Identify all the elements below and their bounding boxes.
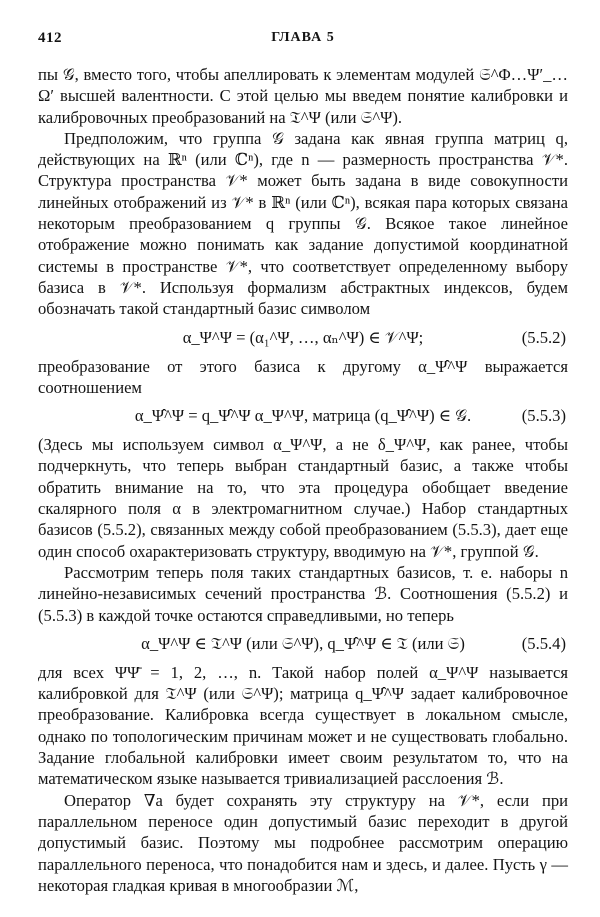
equation-number: (5.5.3) <box>521 406 566 426</box>
paragraph-4: (Здесь мы используем символ α_Ψ^Ψ, а не δ_Ψ^Ψ, как ранее, чтобы подчеркнуть, что теперь выбран стандартный базис, а также чтобы обратить внимание на то, что эта процедура обобщает введение скалярного поля α в электромагнитном случае.) Набор стандартных базисов (5.5.2), связанных между собой преобразованием (5.5.3), дает еще один способ охарактеризовать структуру, вводимую на 𝒱*, группой 𝒢. <box>38 435 568 561</box>
equation-5-5-3 <box>38 404 568 427</box>
equation-number: (5.5.4) <box>521 633 566 653</box>
paragraph-5: Рассмотрим теперь поля таких стандартных базисов, т. е. наборы n линейно-независимых сечений пространства ℬ. Соотношения (5.5.2) и (5.5.3) в каждой точке остаются справедливыми, но теперь <box>38 562 568 625</box>
equation-expression: α_Ψ^Ψ ∈ 𝔗^Ψ (или 𝔖^Ψ), q_Ψ̂^Ψ ∈ 𝔗 (или 𝔖) <box>141 633 465 653</box>
equation-5-5-2 <box>38 326 568 349</box>
equation-number: (5.5.2) <box>521 327 566 347</box>
equation-expression: α_Ψ̂^Ψ = q_Ψ̂^Ψ α_Ψ^Ψ, матрица (q_Ψ̂^Ψ) ∈ 𝒢. <box>134 406 472 426</box>
equation-expression: α_Ψ^Ψ = (α₁^Ψ, …, αₙ^Ψ) ∈ 𝒱^Ψ; <box>182 327 424 347</box>
paragraph-6: для всех ΨΨ̄ = 1, 2, …, n. Такой набор полей α_Ψ^Ψ называется калибровкой для 𝔗^Ψ (или 𝔖^Ψ); матрица q_Ψ̂^Ψ задает калибровочное преобразование. Калибровка всегда существует в локальном смысле, однако по топологическим причинам может и не существовать глобально. Задание глобальной калибровки имеет своим результатом то, что на математическом языке называется тривиализацией расслоения ℬ. <box>38 662 568 789</box>
paragraph-3: преобразование от этого базиса к другому α_Ψ̂^Ψ выражается соотношением <box>38 356 568 397</box>
page-body <box>38 64 568 896</box>
chapter-title: ГЛАВА 5 <box>271 30 335 45</box>
page-number: 412 <box>38 30 62 46</box>
paragraph-7: Оператор ∇a будет сохранять эту структуру на 𝒱*, если при параллельном переносе один допустимый базис переходит в другой допустимый базис. Поэтому мы подробнее рассмотрим операцию параллельного переноса, что понадобится нам и здесь, и далее. Пусть γ — некоторая гладкая кривая в многообразии ℳ, <box>38 790 568 895</box>
equation-5-5-4 <box>38 632 568 655</box>
paragraph-2: Предположим, что группа 𝒢 задана как явная группа матриц q, действующих на ℝⁿ (или ℂⁿ), где n — размерность пространства 𝒱*. Структура пространства 𝒱* может быть задана в виде совокупности линейных отображений из 𝒱* в ℝⁿ (или ℂⁿ), всякая пара которых связана некоторым преобразованием q группы 𝒢. Всякое такое линейное отображение можно понимать как задание допустимой координатной системы в пространстве 𝒱*, что соответствует определенному выбору базиса в 𝒱*. Используя формализм абстрактных индексов, будем обозначать такой стандартный базис символом <box>38 128 568 319</box>
paragraph-1: пы 𝒢, вместо того, чтобы апеллировать к элементам модулей 𝔖^Φ…Ψ′_…Ω′ высшей валентности. С этой целью мы введем понятие калибровки и калибровочных преобразований на 𝔗^Ψ (или 𝔖^Ψ). <box>38 65 568 127</box>
